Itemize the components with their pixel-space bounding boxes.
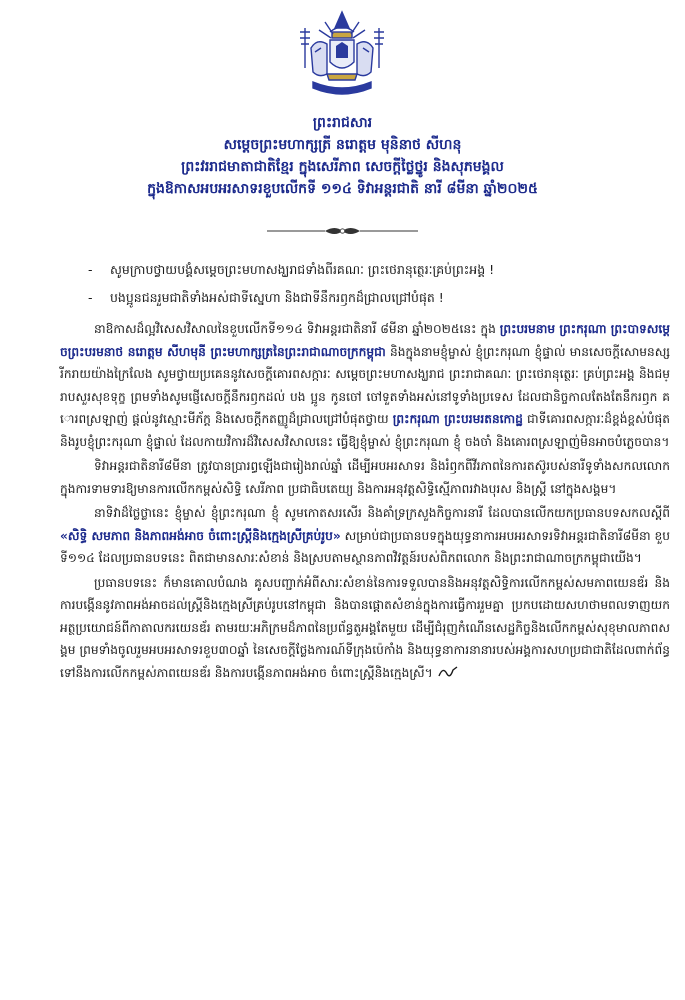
text-run: សម្រាប់ជាប្រធានបទក្នុងយុទ្ធនាការអបអរសាទរទិវាអន្តរជាតិនារី៨មីនា ខួបទី១១៤ ដែលប្រធានបទនេះ ពិតជាមានសារៈសំខាន់ និងស្របតាមស្ថានភាពវិវត្តន៍របស់ពិភពលោក និងព្រះរាជាណាចក្រកម្ពុជាយើង។ [60, 528, 670, 565]
queen-mother-name: សម្តេចព្រះមហាក្សត្រី នរោត្តម មុនិនាថ សីហនុ [223, 137, 462, 153]
text-run: នាទិវាដ៏ថ្លៃថ្លានេះ ខ្ញុំម្ចាស់ ខ្ញុំព្រះករុណា ខ្ញុំ សូមកោតសរសើរ និងគាំទ្រក្រសួងកិច្ចការនារី ដែលបានលើកយកប្រធានបទសកលស្តីពី [94, 506, 670, 520]
list-dash: - [88, 262, 93, 277]
text-run: ជាទីគោរពសក្ការៈដ៏ខ្ពង់ខ្ពស់បំផុត និងរូបខ្ញុំព្រះករុណា ខ្ញុំផ្ទាល់ ដែលកាយវិការដ៏វិសេសវិសាលនេះ ធ្វើឱ្យខ្ញុំម្ចាស់ ខ្ញុំព្រះករុណា ខ្ញុំ ចងចាំ និងគោរពស្រឡាញ់មិនអាចបំភ្លេចបាន។ [60, 412, 670, 449]
message-title-block [0, 112, 685, 200]
greeting-compatriots: បងប្អូនជនរួមជាតិទាំងអស់ជាទីស្នេហា និងជាទីនឹករឭកដ៏ជ្រាលជ្រៅបំផុត ! [110, 290, 444, 305]
greetings-list [88, 260, 648, 316]
document-heading: ព្រះរាជសារ [312, 115, 373, 131]
greeting-monks: សូមក្រាបថ្វាយបង្គំសម្តេចព្រះមហាសង្ឃរាជទាំងពីរគណៈ ព្រះថេរានុត្ថេរៈគ្រប់ព្រះអង្គ ! [110, 262, 495, 277]
list-item [88, 288, 648, 308]
occasion-line: ក្នុងឱកាសអបអរសាទរខួបលើកទី ១១៤ ទិវាអន្តរជាតិ នារី ៨មីនា ឆ្នាំ២០២៥ [147, 181, 538, 197]
paragraph-theme [60, 502, 670, 570]
signature-mark-icon [437, 664, 459, 680]
queen-mother-title: ព្រះវររាជមាតាជាតិខ្មែរ ក្នុងសេរីភាព សេចក្តីថ្លៃថ្នូរ និងសុភមង្គល [181, 159, 504, 175]
text-run: ប្រធានបទនេះ ក៏មានគោលបំណង គូសបញ្ជាក់អំពីសារៈសំខាន់នៃការទទួលបាននិងអនុវត្តសិទ្ធិការលើកកម្ពស់សមភាពយេនឌ័រ និងការបង្កើននូវភាពអង់អាចដល់ស្ត្រីនិងក្មេងស្រីគ្រប់រូបនៅកម្ពុជា និងបានផ្តោតសំខាន់ក្នុងការធ្វើការរួមគ្នា ប្រកបដោយសហថាមពលទាញយកអត្ថប្រយោជន៍ពីកាតាលករយេនឌ័រ តាមរយៈអភិក្រមដ៏ភាពនៃប្រព័ន្ធតួអង្គតែមួយ ដើម្បីជំរុញកំណើនសេដ្ឋកិច្ចនិងលើកកម្ពស់សុខុមាលភាពសង្គម ព្រមទាំងចូលរួមអបអរសាទរខួប៣០ឆ្នាំ នៃសេចក្តីថ្លែងការណ៍ទីក្រុងប៉េកាំង និងយុទ្ធនាការនានារបស់អង្គការសហប្រជាជាតិដែលពាក់ព័ន្ធទៅនឹងការលើកកម្ពស់ភាពយេនឌ័រ និងការបង្កើនភាពអង់អាច ចំពោះស្ត្រីនិងក្មេងស្រី។ [60, 575, 670, 680]
king-father-bold: ព្រះករុណា ព្រះបរមរតនកោដ្ឋ [392, 412, 523, 426]
royal-coat-of-arms-icon [297, 8, 387, 100]
paragraph-purpose [60, 572, 670, 685]
king-name-bold: ព្រះបរមនាម ព្រះករុណា ព្រះបាទសម្តេចព្រះបរមនាថ នរោត្តម សីហមុនី ព្រះមហាក្សត្រនៃព្រះរាជាណាចក្រកម្ពុជា [60, 322, 671, 359]
paragraph-opening [60, 318, 670, 453]
list-item [88, 260, 648, 280]
text-run: នាឱកាសដ៏ល្អវិសេសវិសាលនៃខួបលើកទី១១៤ ទិវាអន្តរជាតិនារី ៨មីនា ឆ្នាំ២០២៥នេះ ក្នុង [94, 322, 500, 336]
message-body [60, 318, 670, 686]
list-dash: - [88, 290, 93, 305]
ornamental-divider-icon [265, 224, 420, 238]
paragraph-womens-day: ទិវាអន្តរជាតិនារី៨មីនា ត្រូវបានប្រារព្ធឡើងជារៀងរាល់ឆ្នាំ ដើម្បីអបអរសាទរ និងរំឭកពីវីរភាពនៃការតស៊ូរបស់នារីទូទាំងសកលលោក ក្នុងការទាមទារឱ្យមានការលើកកម្ពស់សិទ្ធិ សេរីភាព ប្រជាធិបតេយ្យ និងការអនុវត្តសិទ្ធិស្មើភាពរវាងបុរស និងស្ត្រី នៅក្នុងសង្គម។ [60, 459, 670, 496]
theme-title-bold: «សិទ្ធិ សមភាព និងភាពអង់អាច ចំពោះស្ត្រីនិងក្មេងស្រីគ្រប់រូប» [60, 528, 341, 543]
text-run: និងក្នុងនាមខ្ញុំម្ចាស់ ខ្ញុំព្រះករុណា ខ្ញុំផ្ទាល់ មានសេចក្តីសោមនស្សរីករាយយ៉ាងក្រៃលែង សូមថ្វាយប្រគេននូវសេចក្តីគោរពសក្ការៈ សម្តេចព្រះមហាសង្ឃរាជ ព្រះរាជាគណៈ ព្រះថេរានុត្ថេរៈ គ្រប់ព្រះអង្គ និងជម្រាបសួរសុខទុក្ខ ព្រមទាំងសូមផ្ញើសេចក្តីនឹករឭកដល់ បង ប្អូន កូនចៅ ចៅទួតទាំងអស់នៅទូទាំងប្រទេស ដែលជានិច្ចកាលតែងតែនឹករឭក គោរពស្រឡាញ់ ផ្តល់នូវស្មោះមីភ័ក្ត និងសេចក្តីកតញ្ញូដ៏ជ្រាលជ្រៅបំផុតថ្វាយ [60, 344, 670, 426]
